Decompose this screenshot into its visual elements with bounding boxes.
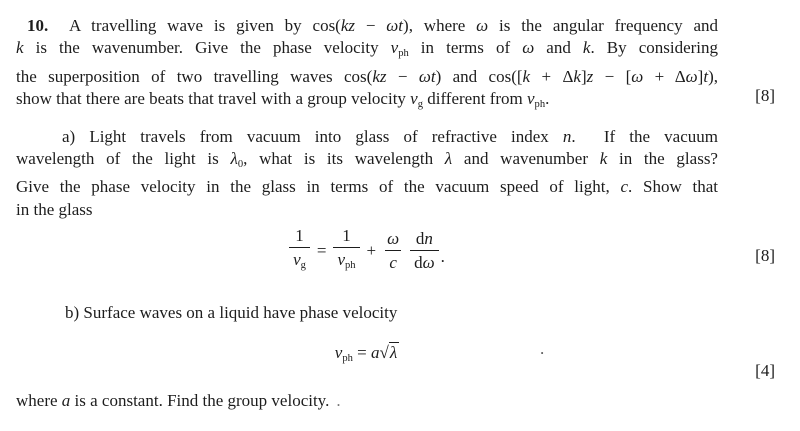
- question-line: the superposition of two travelling waves cos(kz − ωt) and cos([k + Δk]z − [ω + Δω]t),: [16, 66, 718, 86]
- part-a-paragraph: [16, 126, 718, 222]
- part-a-line: a) Light travels from vacuum into glass of refractive index n. If the vacuum: [62, 126, 718, 146]
- fraction-omega-over-c: $\frac{\omega}{c}$: [387, 229, 400, 273]
- question-line: 10. A travelling wave is given by cos(kz − ωt), where ω is the angular frequency and: [27, 16, 718, 35]
- part-b-closing-line: where a is a constant. Find the group velocity. .: [16, 391, 341, 411]
- question-line: show that there are beats that travel with a group velocity vg different from vph.: [16, 89, 550, 111]
- part-b-closing-paragraph: [16, 390, 718, 412]
- fraction-one-over-vg: $\frac{1}{vg}$: [289, 225, 310, 276]
- question-10-paragraph: [16, 15, 718, 117]
- plus-sign: +: [366, 240, 377, 260]
- faint-dot-artifact: .: [336, 391, 341, 411]
- text-column: [16, 15, 718, 413]
- stray-period-artifact: .: [540, 339, 545, 359]
- group-velocity-equation: [16, 225, 718, 276]
- question-line: k is the wavenumber. Give the phase velocity vph in terms of ω and k. By considering: [16, 38, 719, 60]
- part-a-line: wavelength of the light is λ0, what is its wavelength λ and wavenumber k in the glass?: [16, 148, 718, 170]
- marks-badge-part-a: [8]: [755, 246, 775, 265]
- part-b-line: b) Surface waves on a liquid have phase velocity: [65, 303, 398, 322]
- part-b-paragraph: [16, 302, 718, 324]
- part-a-line: Give the phase velocity in the glass in terms of the vacuum speed of light, c. Show that: [16, 177, 718, 197]
- fraction-one-over-vph: $\frac{1}{\text{vph}}$: [333, 225, 359, 276]
- phase-velocity-formula: vph = a√λ: [334, 343, 398, 365]
- phase-velocity-equation: [16, 341, 718, 371]
- equals-sign: =: [316, 240, 327, 260]
- part-a-line: in the glass: [16, 199, 93, 219]
- marks-badge-part-b: [4]: [755, 361, 775, 380]
- equation-period: .: [440, 246, 445, 266]
- marks-badge-q10: [8]: [755, 86, 775, 105]
- fraction-dn-over-domega: $\frac{dn}{d\omega}$: [410, 228, 439, 273]
